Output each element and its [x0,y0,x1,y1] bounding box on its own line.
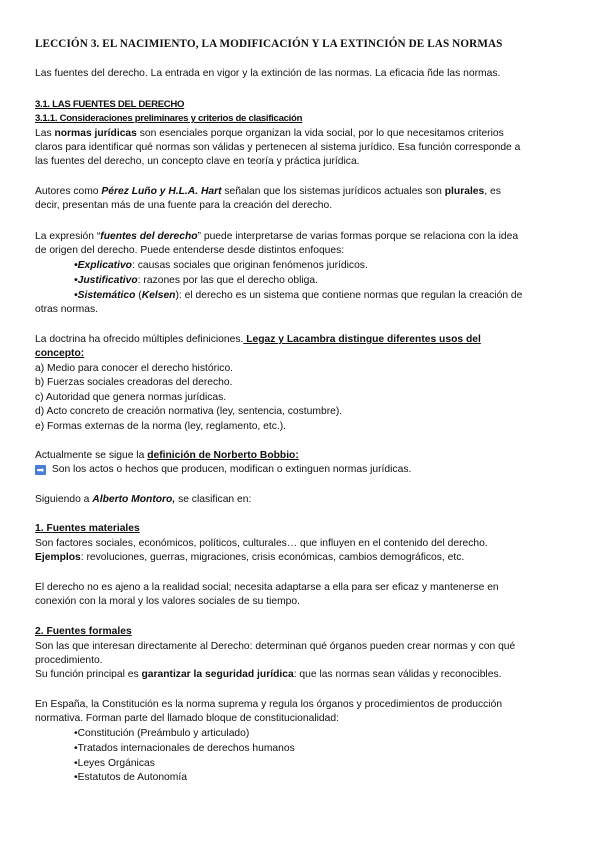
formales-line-1: Son las que interesan directamente al Derecho: determinan qué órganos pueden crear normas y con qué [35,641,516,652]
paragraph-1-line-1: Las normas jurídicas son esenciales porque organizan la vida social, por lo que necesitamos criterios [35,128,504,139]
bloque-item-constitucion: •Constitución (Preámbulo y articulado) [74,728,250,739]
bloque-item-leyes-organicas: •Leyes Orgánicas [74,758,155,769]
paragraph-5-line-1: Actualmente se sigue la definición de Norberto Bobbio: [35,450,299,461]
enfoque-sistematico: •Sistemático (Kelsen): el derecho es un sistema que contiene normas que regulan la creación de [74,290,523,301]
paragraph-1-line-3: las fuentes del derecho, un concepto clave en teoría y práctica jurídica. [35,156,360,167]
paragraph-2-line-2: decir, presentan más de una fuente para la creación del derecho. [35,200,333,211]
formales-paragraph-line-1: En España, la Constitución es la norma suprema y regula los órganos y procedimientos de producción [35,699,503,710]
enfoque-justificativo: •Justificativo: razones por las que el derecho obliga. [74,275,318,286]
paragraph-1-line-2: claros para identificar qué normas son válidas y pertenecen al sistema jurídico. Esa función corresponde a [35,142,521,153]
enfoque-sistematico-line-2: otras normas. [35,304,98,315]
lesson-subtitle: Las fuentes del derecho. La entrada en vigor y la extinción de las normas. La eficacia ñde las normas. [35,68,501,79]
paragraph-3-line-2: de origen del derecho. Puede entenderse desde distintos enfoques: [35,245,345,256]
paragraph-4-line-2: concepto: [35,348,85,359]
section-heading-3-1-1: 3.1.1. Consideraciones preliminares y criterios de clasificación [35,113,303,124]
paragraph-6: Siguiendo a Alberto Montoro, se clasifican en: [35,494,252,505]
materiales-ejemplos: Ejemplos: revoluciones, guerras, migraciones, crisis económicas, cambios demográficos, etc. [35,552,465,563]
uso-item-d: d) Acto concreto de creación normativa (ley, sentencia, costumbre). [35,406,343,417]
heading-fuentes-formales: 2. Fuentes formales [35,626,132,637]
paragraph-5-line-2: ➡ Son los actos o hechos que producen, modifican o extinguen normas jurídicas. [36,464,412,475]
heading-fuentes-materiales: 1. Fuentes materiales [35,523,140,534]
uso-item-b: b) Fuerzas sociales creadoras del derecho. [35,377,233,388]
materiales-paragraph-line-1: El derecho no es ajeno a la realidad social; necesita adaptarse a ella para ser eficaz y mantenerse en [35,582,499,593]
uso-item-e: e) Formas externas de la norma (ley, reglamento, etc.). [35,421,287,432]
bloque-item-tratados: •Tratados internacionales de derechos humanos [74,743,295,754]
formales-line-2: procedimiento. [35,655,103,666]
formales-paragraph-line-2: normativa. Forman parte del llamado bloque de constitucionalidad: [35,713,339,724]
right-arrow-icon: ➡ [36,465,45,475]
uso-item-c: c) Autoridad que genera normas jurídicas. [35,392,227,403]
section-heading-3-1: 3.1. LAS FUENTES DEL DERECHO [35,99,185,110]
paragraph-2-line-1: Autores como Pérez Luño y H.L.A. Hart señalan que los sistemas jurídicos actuales son plurales, es [35,186,501,197]
materiales-paragraph-line-2: conexión con la moral y los valores sociales de su tiempo. [35,596,300,607]
enfoque-explicativo: •Explicativo: causas sociales que originan fenómenos jurídicos. [74,260,368,271]
lesson-title: LECCIÓN 3. EL NACIMIENTO, LA MODIFICACIÓN Y LA EXTINCIÓN DE LAS NORMAS [35,38,503,50]
bloque-item-estatutos: •Estatutos de Autonomía [74,772,187,783]
uso-item-a: a) Medio para conocer el derecho histórico. [35,363,234,374]
formales-line-3: Su función principal es garantizar la seguridad jurídica: que las normas sean válidas y reconocibles. [35,669,502,680]
materiales-line-1: Son factores sociales, económicos, políticos, culturales… que influyen en el contenido del derecho. [35,538,488,549]
paragraph-4-line-1: La doctrina ha ofrecido múltiples definiciones. Legaz y Lacambra distingue diferentes usos del [35,334,481,345]
paragraph-3-line-1: La expresión “fuentes del derecho” puede interpretarse de varias formas porque se relaciona con la idea [35,231,519,242]
